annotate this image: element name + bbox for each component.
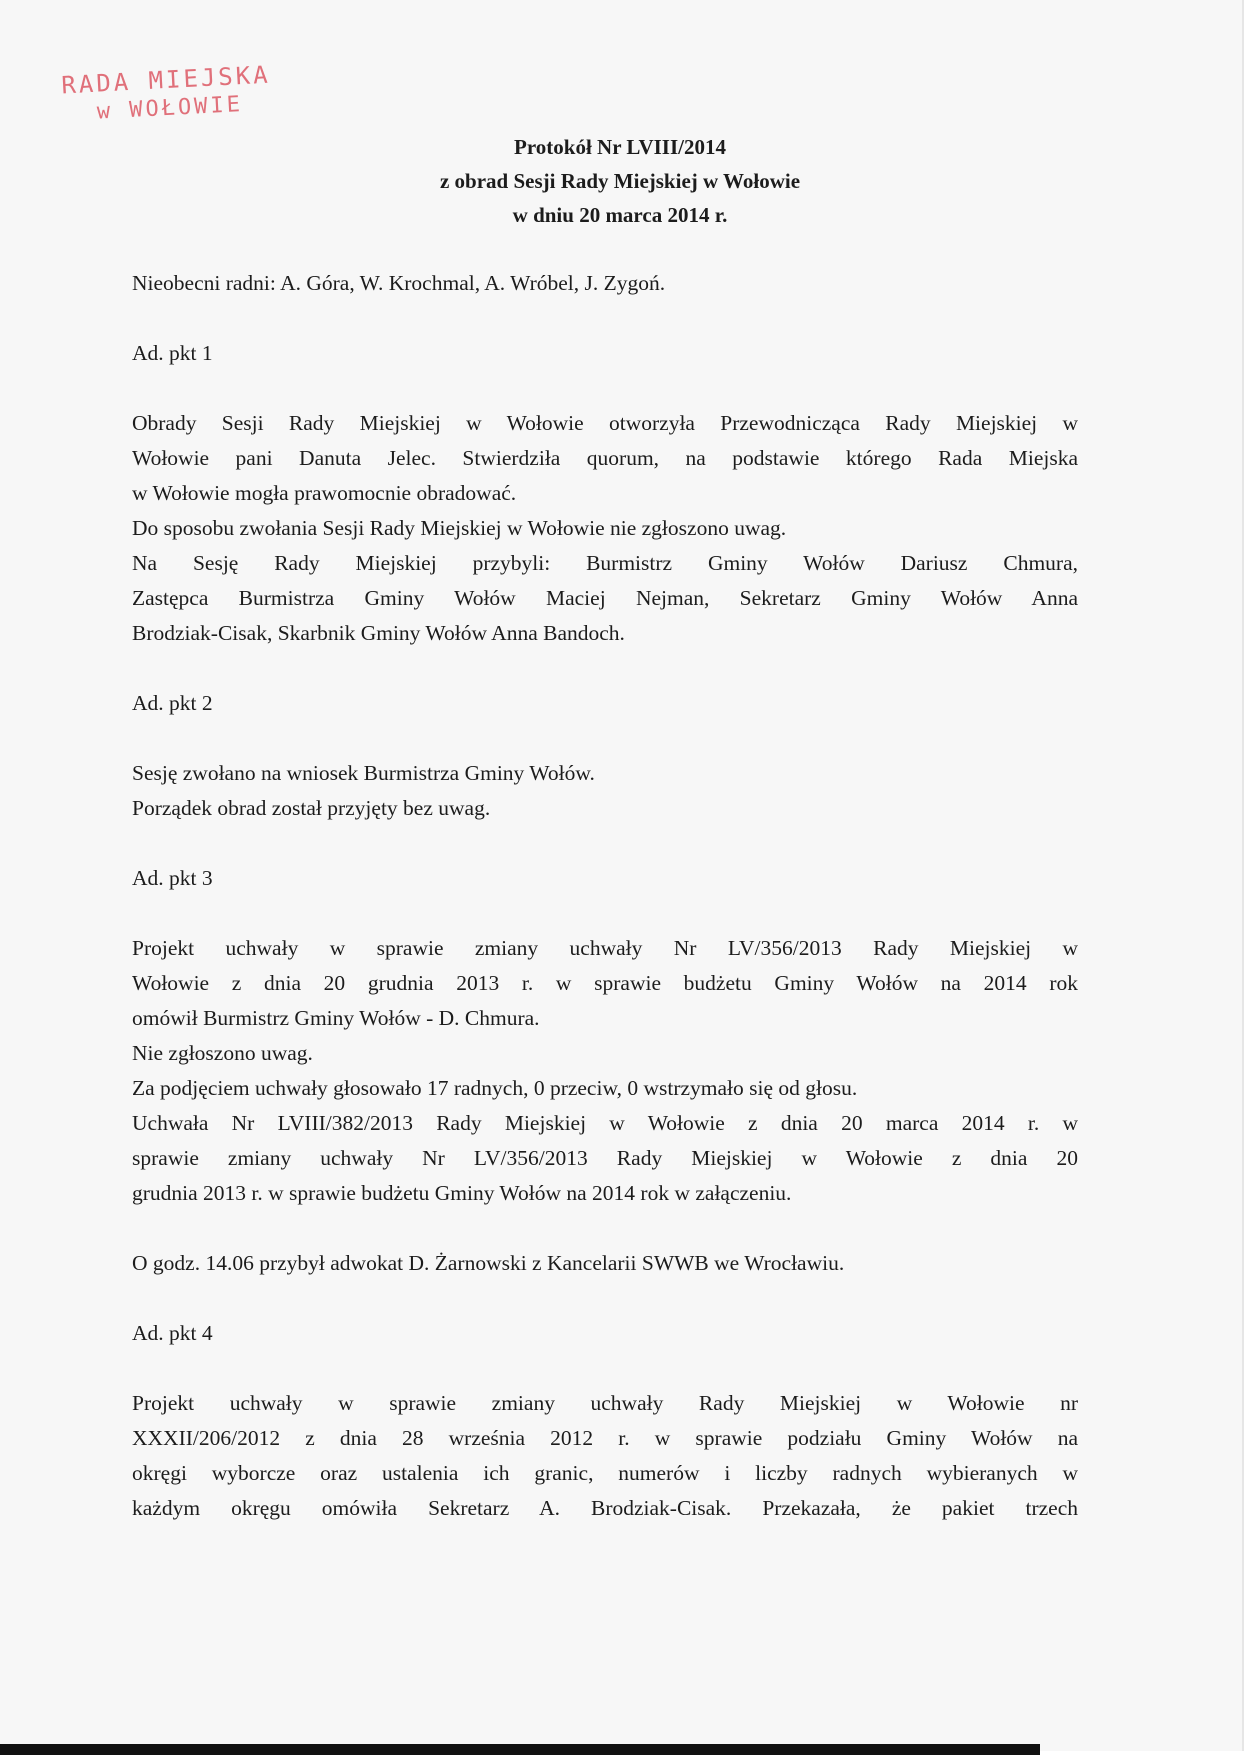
document-title: [340, 130, 900, 232]
section-body-pkt1: [132, 406, 1078, 651]
arrival-text: O godz. 14.06 przybył adwokat D. Żarnowski z Kancelarii SWWB we Wrocławiu.: [132, 1251, 845, 1275]
paragraph-line: Za podjęciem uchwały głosowało 17 radnych, 0 przeciw, 0 wstrzymało się od głosu.: [132, 1076, 858, 1100]
absent-text: Nieobecni radni: A. Góra, W. Krochmal, A. Wróbel, J. Zygoń.: [132, 271, 666, 295]
document-body: [132, 266, 1078, 1526]
stamp-line-2: w WOŁOWIE: [96, 92, 244, 125]
paragraph-line: Sesję zwołano na wniosek Burmistrza Gminy Wołów.: [132, 761, 595, 785]
section-heading-pkt3: [132, 861, 1078, 896]
pkt3-heading: Ad. pkt 3: [132, 866, 213, 890]
paragraph-line: w Wołowie mogła prawomocnie obradować.: [132, 481, 517, 505]
paragraph-line: każdym okręgu omówiła Sekretarz A. Brodziak-Cisak. Przekazała, że pakiet trzech: [132, 1496, 1078, 1520]
section-body-pkt3: [132, 931, 1078, 1211]
absent-councillors: [132, 266, 1078, 301]
paragraph-line: XXXII/206/2012 z dnia 28 września 2012 r. w sprawie podziału Gminy Wołów na: [132, 1426, 1078, 1450]
arrival-note: [132, 1246, 1078, 1281]
section-heading-pkt4: [132, 1316, 1078, 1351]
stamp-line-1: RADA MIEJSKA: [60, 60, 272, 100]
paragraph-line: okręgi wyborcze oraz ustalenia ich granic, numerów i liczby radnych wybieranych w: [132, 1461, 1078, 1485]
title-line-2: z obrad Sesji Rady Miejskiej w Wołowie: [439, 169, 801, 193]
paragraph-line: Uchwała Nr LVIII/382/2013 Rady Miejskiej w Wołowie z dnia 20 marca 2014 r. w: [132, 1111, 1078, 1135]
council-stamp: [61, 61, 273, 127]
paragraph-line: grudnia 2013 r. w sprawie budżetu Gminy Wołów na 2014 rok w załączeniu.: [132, 1181, 792, 1205]
paragraph-line: omówił Burmistrz Gminy Wołów - D. Chmura.: [132, 1006, 540, 1030]
paragraph-line: Obrady Sesji Rady Miejskiej w Wołowie otworzyła Przewodnicząca Rady Miejskiej w: [132, 411, 1078, 435]
paragraph-line: Porządek obrad został przyjęty bez uwag.: [132, 796, 491, 820]
title-line-3: w dniu 20 marca 2014 r.: [512, 203, 728, 227]
title-line-1: Protokół Nr LVIII/2014: [514, 135, 726, 159]
paragraph-line: Do sposobu zwołania Sesji Rady Miejskiej w Wołowie nie zgłoszono uwag.: [132, 516, 787, 540]
paragraph-line: sprawie zmiany uchwały Nr LV/356/2013 Rady Miejskiej w Wołowie z dnia 20: [132, 1146, 1078, 1170]
section-body-pkt4: [132, 1386, 1078, 1526]
pkt4-heading: Ad. pkt 4: [132, 1321, 213, 1345]
paragraph-line: Wołowie pani Danuta Jelec. Stwierdziła quorum, na podstawie którego Rada Miejska: [132, 446, 1078, 470]
pkt1-heading: Ad. pkt 1: [132, 341, 213, 365]
paragraph-line: Wołowie z dnia 20 grudnia 2013 r. w sprawie budżetu Gminy Wołów na 2014 rok: [132, 971, 1078, 995]
paragraph-line: Projekt uchwały w sprawie zmiany uchwały Rady Miejskiej w Wołowie nr: [132, 1391, 1078, 1415]
paragraph-line: Zastępca Burmistrza Gminy Wołów Maciej Nejman, Sekretarz Gminy Wołów Anna: [132, 586, 1078, 610]
section-body-pkt2: [132, 756, 1078, 826]
paragraph-line: Projekt uchwały w sprawie zmiany uchwały Nr LV/356/2013 Rady Miejskiej w: [132, 936, 1078, 960]
scan-bottom-edge: [0, 1744, 1040, 1755]
pkt2-heading: Ad. pkt 2: [132, 691, 213, 715]
paragraph-line: Brodziak-Cisak, Skarbnik Gminy Wołów Anna Bandoch.: [132, 621, 625, 645]
paragraph-line: Nie zgłoszono uwag.: [132, 1041, 313, 1065]
section-heading-pkt2: [132, 686, 1078, 721]
paragraph-line: Na Sesję Rady Miejskiej przybyli: Burmistrz Gminy Wołów Dariusz Chmura,: [132, 551, 1078, 575]
section-heading-pkt1: [132, 336, 1078, 371]
